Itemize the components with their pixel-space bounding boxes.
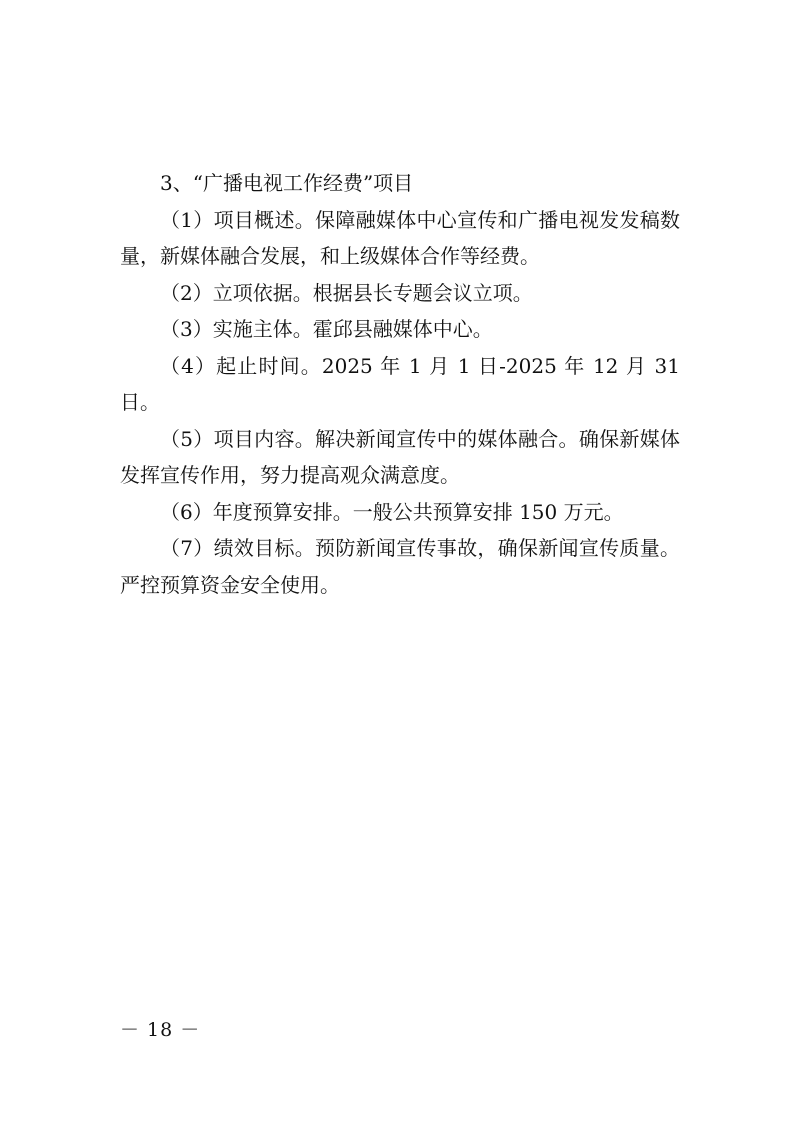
paragraph-period: （4）起止时间。2025 年 1 月 1 日-2025 年 12 月 31 日。 (120, 353, 680, 414)
section-heading: 3、“广播电视工作经费”项目 (160, 171, 414, 195)
page-number: － 18 － (120, 1019, 201, 1041)
paragraph-content: （5）项目内容。解决新闻宣传中的媒体融合。确保新媒体发挥宣传作用，努力提高观众满意度。 (120, 426, 680, 487)
paragraph-basis: （2）立项依据。根据县长专题会议立项。 (160, 280, 533, 305)
paragraph-goals: （7）绩效目标。预防新闻宣传事故，确保新闻宣传质量。严控预算资金安全使用。 (120, 536, 680, 597)
paragraph-budget: （6）年度预算安排。一般公共预算安排 150 万元。 (160, 499, 624, 524)
paragraph-implementer: （3）实施主体。霍邱县融媒体中心。 (160, 317, 493, 341)
document-body (120, 165, 680, 603)
paragraph-overview: （1）项目概述。保障融媒体中心宣传和广播电视发发稿数量，新媒体融合发展，和上级媒体合作等经费。 (120, 207, 680, 268)
